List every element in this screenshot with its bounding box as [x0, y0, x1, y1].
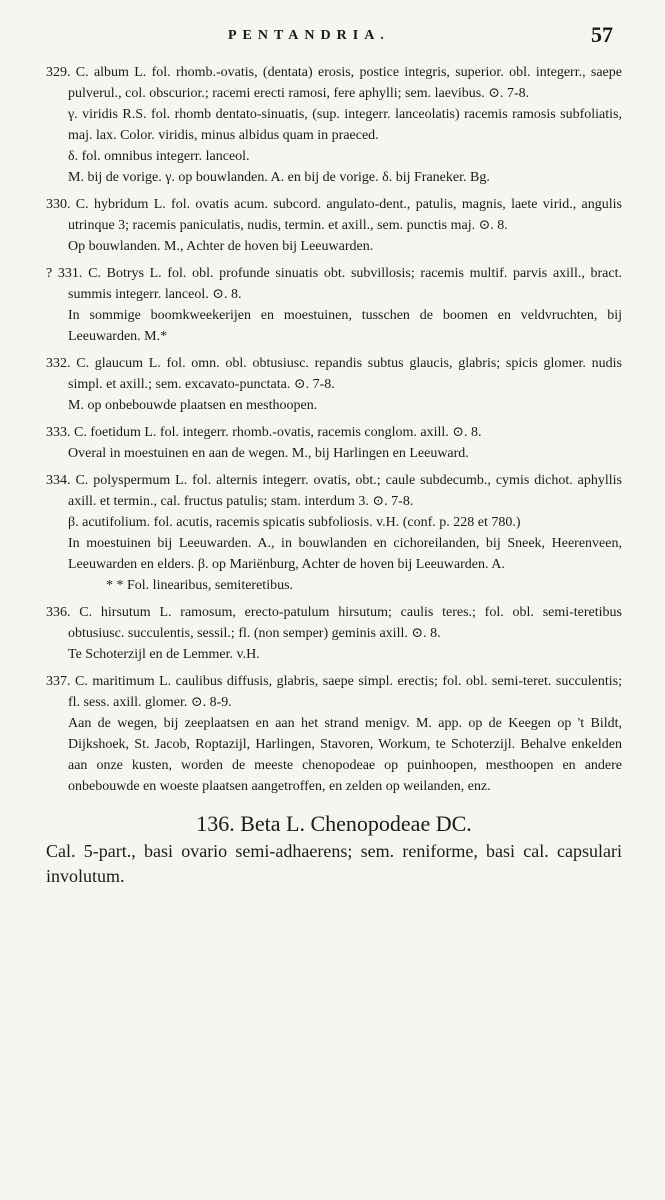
species-description: 336. C. hirsutum L. ramosum, erecto-patulum hirsutum; caulis teres.; fol. obl. semi-teretibus obtusiusc. succulentis, sessil.; fl. (non semper) geminis axill. ⊙. 8.	[46, 605, 622, 641]
species-entry-334	[46, 470, 622, 596]
species-entry-331	[46, 263, 622, 347]
genus-description-text: Cal. 5-part., basi ovario semi-adhaerens; sem. reniforme, basi cal. capsulari involutum.	[46, 841, 622, 886]
locality-note: Op bouwlanden. M., Achter de hoven bij Leeuwarden.	[68, 239, 374, 254]
genus-description	[46, 839, 622, 889]
locality-note: M. op onbebouwde plaatsen en mesthoopen.	[68, 398, 318, 413]
locality-note: In moestuinen bij Leeuwarden. A., in bouwlanden en cichoreilanden, bij Sneek, Heerenveen, Leeuwarden en elders. β. op Mariënburg, Achter de hoven bij Leeuwarden. A.	[68, 536, 622, 572]
species-description: ? 331. C. Botrys L. fol. obl. profunde sinuatis obt. subvillosis; racemis multif. parvis axill., bract. summis integerr. lanceol. ⊙. 8.	[46, 266, 622, 302]
species-description: 329. C. album L. fol. rhomb.-ovatis, (dentata) erosis, postice integris, superior. obl. integerr., saepe pulverul., col. obscurior.; racemi erecti ramosi, fere aphylli; sem. laevibus. ⊙. 7-8.	[46, 65, 622, 101]
species-entry-336	[46, 602, 622, 665]
locality-note: Aan de wegen, bij zeeplaatsen en aan het strand menigv. M. app. op de Keegen op 't Bildt, Dijkshoek, St. Jacob, Roptazijl, Harlingen, Stavoren, Workum, te Schoterzijl. Behalve enkelden aan onze kusten, worden de meeste chenopodeae op puinhoopen, mesthoopen en andere onbebouwde en woeste plaatsen aangetroffen, en zelden op weilanden, enz.	[68, 716, 622, 794]
species-description: 332. C. glaucum L. fol. omn. obl. obtusiusc. repandis subtus glaucis, glabris; spicis glomer. nudis simpl. et axill.; sem. excavato-punctata. ⊙. 7-8.	[46, 356, 622, 392]
variety-description: γ. viridis R.S. fol. rhomb dentato-sinuatis, (sup. integerr. lanceolatis) racemis ramosis subfoliatis, maj. lax. Color. viridis, minus albidus quam in praeced.	[68, 107, 622, 143]
variety-description: δ. fol. omnibus integerr. lanceol.	[68, 149, 250, 164]
species-description: 333. C. foetidum L. fol. integerr. rhomb.-ovatis, racemis conglom. axill. ⊙. 8.	[46, 425, 482, 440]
section-heading: * * Fol. linearibus, semiteretibus.	[106, 578, 294, 593]
species-entry-337	[46, 671, 622, 797]
page-header	[0, 22, 665, 52]
species-description: 334. C. polyspermum L. fol. alternis integerr. ovatis, obt.; caule subdecumb., cymis dichot. aphyllis axill. et termin., cal. fructus patulis; stam. interdum 3. ⊙. 7-8.	[46, 473, 622, 509]
locality-note: Overal in moestuinen en aan de wegen. M., bij Harlingen en Leeuward.	[68, 446, 469, 461]
locality-note: M. bij de vorige. γ. op bouwlanden. A. en bij de vorige. δ. bij Franeker. Bg.	[68, 170, 490, 185]
page-body	[46, 62, 622, 889]
locality-note: Te Schoterzijl en de Lemmer. v.H.	[68, 647, 260, 662]
species-description: 330. C. hybridum L. fol. ovatis acum. subcord. angulato-dent., patulis, magnis, laete virid., angulis utrinque 3; racemis paniculatis, nudis, termin. et axill., sem. punctis maj. ⊙. 8.	[46, 197, 622, 233]
species-description: 337. C. maritimum L. caulibus diffusis, glabris, saepe simpl. erectis; fol. obl. semi-teret. succulentis; fl. sess. axill. glomer. ⊙. 8-9.	[46, 674, 622, 710]
variety-description: β. acutifolium. fol. acutis, racemis spicatis subfoliosis. v.H. (conf. p. 228 et 780.)	[68, 515, 521, 530]
locality-note: In sommige boomkweekerijen en moestuinen, tusschen de boomen en veldvruchten, bij Leeuwarden. M.*	[68, 308, 622, 344]
running-head: PENTANDRIA.	[228, 28, 390, 43]
page-number: 57	[591, 22, 613, 47]
species-entry-329	[46, 62, 622, 188]
species-entry-330	[46, 194, 622, 257]
species-entry-333	[46, 422, 622, 464]
species-entry-332	[46, 353, 622, 416]
genus-header: 136. Beta L. Chenopodeae DC.	[196, 811, 472, 836]
